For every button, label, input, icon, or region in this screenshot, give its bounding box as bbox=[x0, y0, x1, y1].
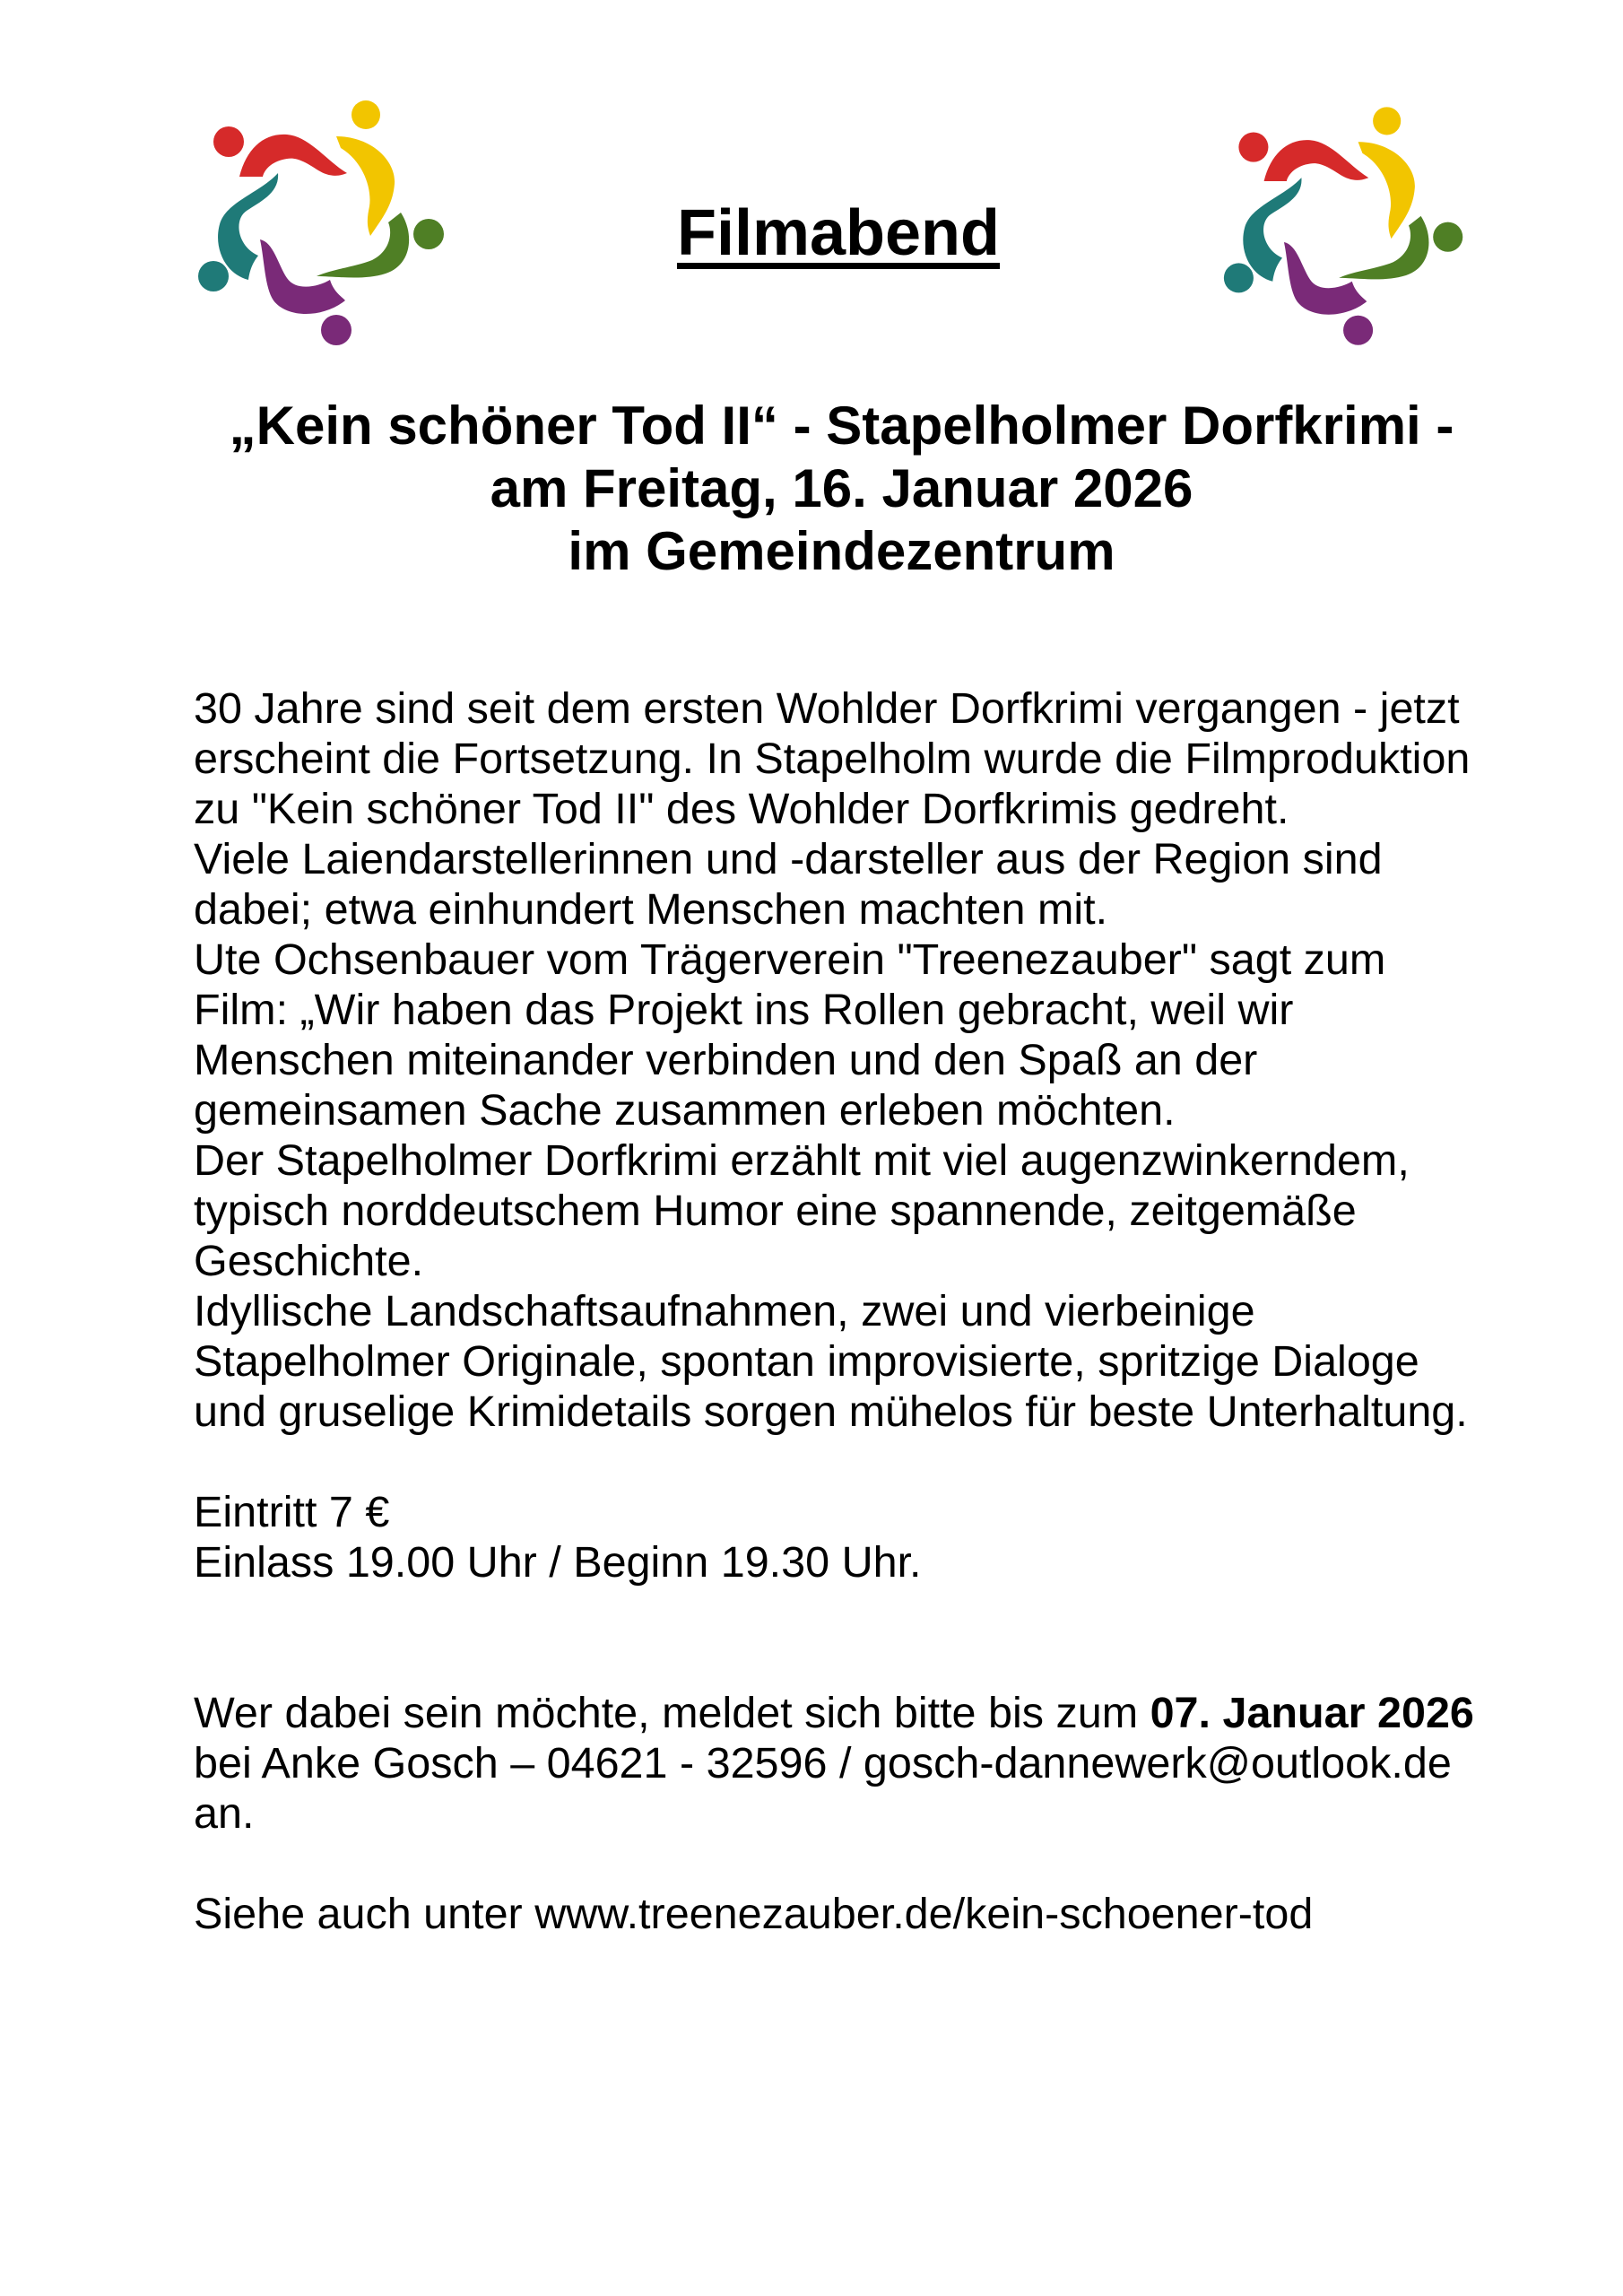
description-line: Geschichte. bbox=[194, 1237, 424, 1285]
logo-head-yellow bbox=[352, 100, 380, 129]
description-line: typisch norddeutschem Humor eine spannende, zeitgemäße bbox=[194, 1187, 1357, 1235]
logo-head-red bbox=[1238, 133, 1268, 162]
description-line: Ute Ochsenbauer vom Trägerverein "Treenezauber" sagt zum bbox=[194, 935, 1386, 984]
registration-deadline: 07. Januar 2026 bbox=[1150, 1689, 1474, 1737]
website-url: www.treenezauber.de/kein-schoener-tod bbox=[534, 1890, 1314, 1938]
registration-line bbox=[194, 1688, 1593, 1738]
logo-head-teal bbox=[198, 261, 229, 291]
logo-head-teal bbox=[1224, 263, 1254, 292]
description-line: Film: „Wir haben das Projekt ins Rollen gebracht, weil wir bbox=[194, 986, 1294, 1034]
description-line: Viele Laiendarstellerinnen und -darsteller aus der Region sind bbox=[194, 835, 1383, 883]
page-title-text: Filmabend bbox=[676, 197, 1001, 269]
registration-closing: an. bbox=[194, 1789, 255, 1838]
spacer bbox=[194, 1638, 1593, 1688]
admission-price: Eintritt 7 € bbox=[194, 1488, 390, 1536]
event-heading bbox=[0, 395, 1623, 583]
admission-times: Einlass 19.00 Uhr / Beginn 19.30 Uhr. bbox=[194, 1538, 922, 1587]
description-paragraph bbox=[194, 683, 1593, 1437]
more-info-text: Siehe auch unter bbox=[194, 1890, 535, 1938]
description-line: Idyllische Landschaftsaufnahmen, zwei und vierbeinige bbox=[194, 1287, 1255, 1335]
logo-head-purple bbox=[1343, 316, 1373, 345]
contact-email: gosch-dannewerk@outlook.de bbox=[863, 1739, 1452, 1787]
spacer bbox=[194, 1839, 1593, 1889]
description-line: gemeinsamen Sache zusammen erleben möchten. bbox=[194, 1086, 1176, 1135]
description-line: erscheint die Fortsetzung. In Stapelholm wurde die Filmproduktion bbox=[194, 735, 1471, 783]
page-title bbox=[0, 197, 1623, 269]
contact-name-phone: bei Anke Gosch – 04621 - 32596 / bbox=[194, 1739, 864, 1787]
event-date: am Freitag, 16. Januar 2026 bbox=[490, 458, 1193, 518]
logo-head-yellow bbox=[1373, 107, 1401, 135]
logo-head-red bbox=[213, 126, 244, 157]
more-info-line bbox=[194, 1889, 1593, 1939]
logo-body-red bbox=[1264, 140, 1369, 181]
registration-info bbox=[194, 1688, 1593, 1839]
description-line: Der Stapelholmer Dorfkrimi erzählt mit viel augenzwinkerndem, bbox=[194, 1136, 1410, 1185]
description-line: zu "Kein schöner Tod II" des Wohlder Dorfkrimis gedreht. bbox=[194, 785, 1289, 833]
spacer bbox=[194, 1437, 1593, 1487]
logo-body-red bbox=[239, 135, 347, 177]
description-line: Menschen miteinander verbinden und den Spaß an der bbox=[194, 1036, 1258, 1084]
description-line: Stapelholmer Originale, spontan improvisierte, spritzige Dialoge bbox=[194, 1337, 1419, 1386]
flyer-body bbox=[194, 683, 1593, 1939]
description-line: und gruselige Krimidetails sorgen mühelos für beste Unterhaltung. bbox=[194, 1387, 1468, 1436]
admission-info bbox=[194, 1487, 1593, 1587]
registration-text: Wer dabei sein möchte, meldet sich bitte bis zum bbox=[194, 1689, 1150, 1737]
event-location: im Gemeindezentrum bbox=[568, 521, 1115, 581]
description-line: dabei; etwa einhundert Menschen machten mit. bbox=[194, 885, 1108, 934]
event-film-title: „Kein schöner Tod II“ - Stapelholmer Dorfkrimi - bbox=[229, 396, 1454, 456]
description-line: 30 Jahre sind seit dem ersten Wohlder Dorfkrimi vergangen - jetzt bbox=[194, 684, 1460, 733]
registration-contact-line bbox=[194, 1738, 1593, 1788]
logo-head-purple bbox=[321, 315, 352, 345]
spacer bbox=[194, 1587, 1593, 1638]
